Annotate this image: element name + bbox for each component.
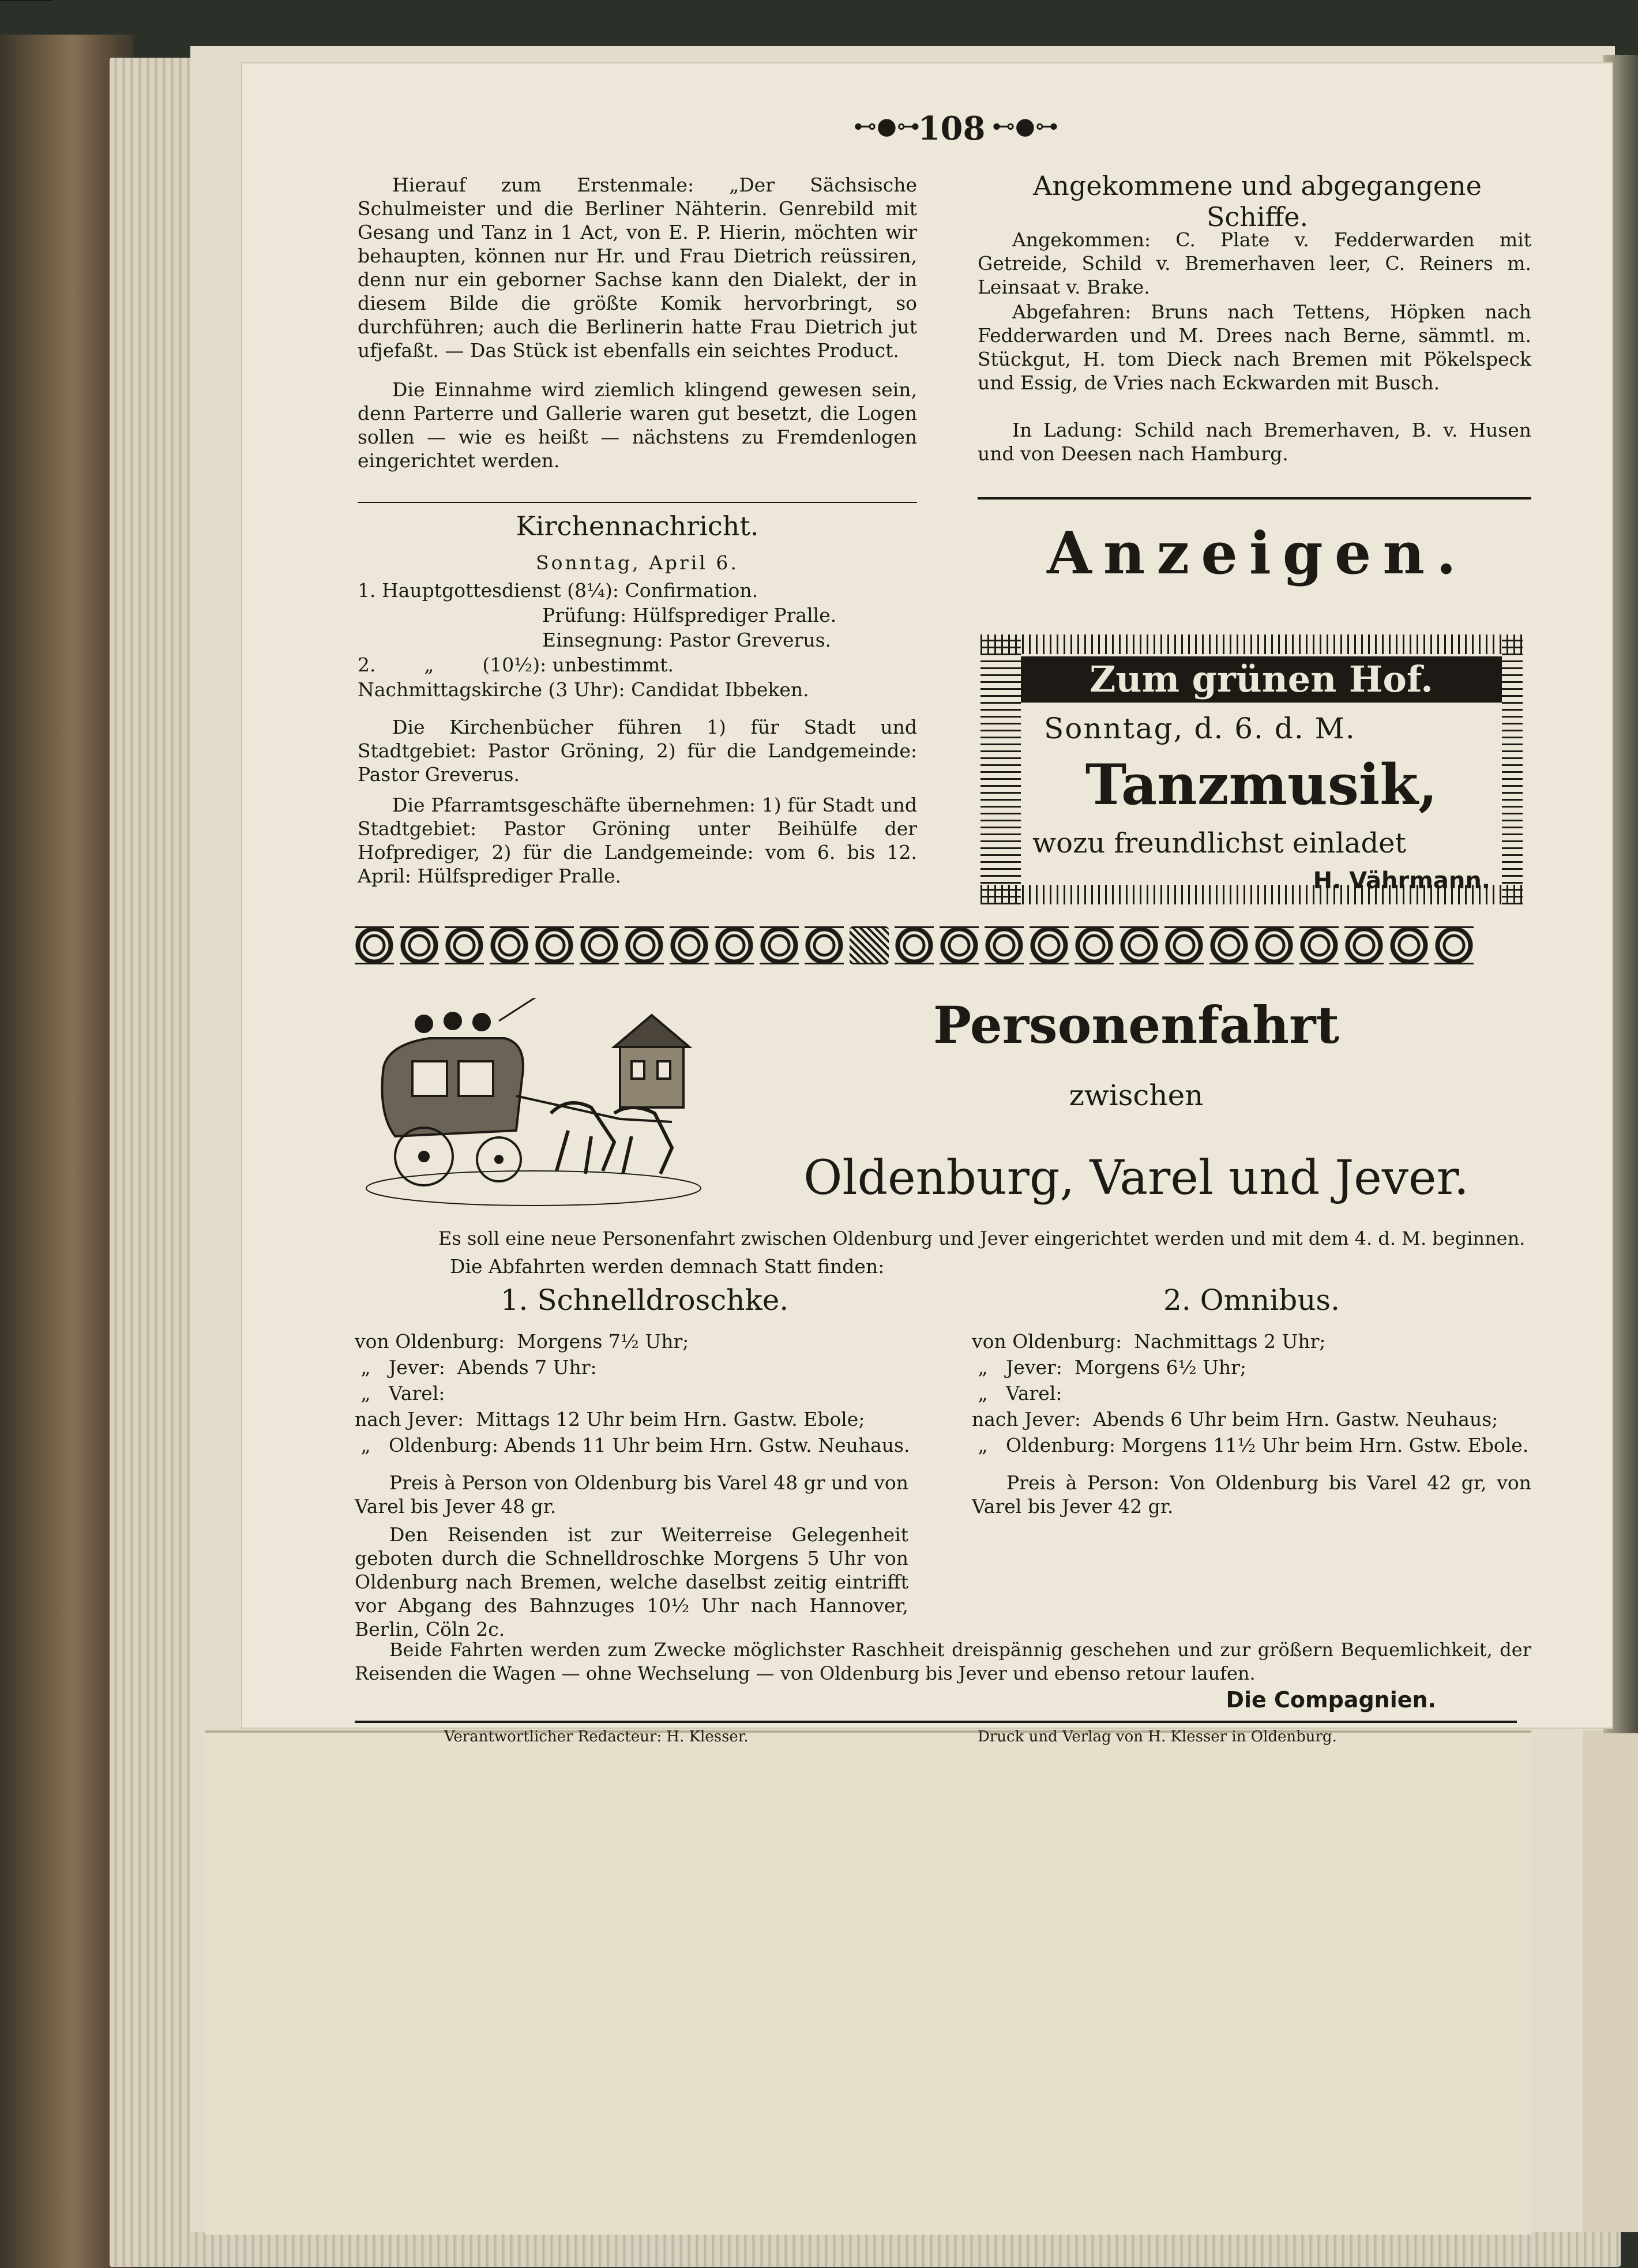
- slip-edge: [1583, 1730, 1638, 2232]
- personenfahrt-signature: Die Compagnien.: [1226, 1687, 1436, 1713]
- page-number-right-ornament: ⊷●⊶: [992, 113, 1058, 140]
- church-line-5: Nachmittagskirche (3 Uhr): Candidat Ibbeken.: [358, 678, 809, 701]
- personenfahrt-intro-2: Die Abfahrten werden demnach Statt finden:: [450, 1255, 885, 1278]
- gruener-hof-ad: [1021, 654, 1502, 894]
- church-line-3: Einsegnung: Pastor Greverus.: [542, 629, 831, 651]
- omnibus-line-2: „ Jever: Morgens 6½ Uhr;: [972, 1356, 1247, 1379]
- footer-editor: Verantwortlicher Redacteur: H. Klesser.: [444, 1728, 749, 1745]
- ad-invite: wozu freundlichst einladet: [1032, 827, 1406, 859]
- page-number-left-ornament: ⊷●⊶: [854, 113, 920, 140]
- theater-paragraph-1: Hierauf zum Erstenmale: „Der Sächsische Schulmeister und die Berliner Nähterin. Genrebild mit Gesang und Tanz in 1 Act, von E. P. Hierin, möchten wir behaupten, können nur Hr. und Frau Dietrich reüssiren, denn nur ein geborner Sachse kann den Dialekt, der in diesem Bilde die größte Komik hervorbringt, so durchführen; auch die Berlinerin hatte Frau Dietrich jut ufjefaßt. — Das Stück ist ebenfalls ein seichtes Product.: [358, 174, 917, 362]
- schnelldroschke-price: Preis à Person von Oldenburg bis Varel 48 gr und von Varel bis Jever 48 gr.: [355, 1471, 908, 1518]
- omnibus-price: Preis à Person: Von Oldenburg bis Varel 42 gr, von Varel bis Jever 42 gr.: [972, 1471, 1531, 1518]
- ships-loading: In Ladung: Schild nach Bremerhaven, B. v. Husen und von Deesen nach Hamburg.: [978, 419, 1531, 465]
- church-line-2: Prüfung: Hülfsprediger Pralle.: [542, 604, 837, 626]
- blank-paper-slip: [205, 1730, 1531, 2235]
- schnelldroschke-note: Den Reisenden ist zur Weiterreise Gelegenheit geboten durch die Schnelldroschke Morgens 5 Uhr von Oldenburg nach Bremen, welche daselbst zeitig eintrifft vor Abgang des Bahnzuges 10½ Uhr nach Hannover, Berlin, Cöln 2c.: [355, 1523, 908, 1640]
- schnelldroschke-line-3: „ Varel:: [355, 1382, 445, 1405]
- personenfahrt-between: zwischen: [1069, 1079, 1204, 1112]
- church-news-date: Sonntag, April 6.: [536, 551, 739, 574]
- ad-venue: Zum grünen Hof.: [1021, 656, 1502, 703]
- stagecoach-illustration: [360, 998, 707, 1211]
- ships-arrived: Angekommen: C. Plate v. Fedderwarden mit Getreide, Schild v. Bremerhaven leer, C. Reiners m. Leinsaat v. Brake.: [978, 228, 1531, 298]
- personenfahrt-title: Personenfahrt: [933, 995, 1340, 1055]
- ad-date: Sonntag, d. 6. d. M.: [1044, 712, 1356, 745]
- ad-host: H. Vährmann.: [1313, 868, 1490, 894]
- ads-title: Anzeigen.: [1047, 519, 1468, 587]
- church-line-1: 1. Hauptgottesdienst (8¼): Confirmation.: [358, 579, 758, 602]
- schnelldroschke-line-2: „ Jever: Abends 7 Uhr:: [355, 1356, 597, 1379]
- personenfahrt-intro-1: Es soll eine neue Personenfahrt zwischen Oldenburg und Jever eingerichtet werden und mit dem 4. d. M. beginnen.: [438, 1227, 1526, 1249]
- schnelldroschke-line-5: „ Oldenburg: Abends 11 Uhr beim Hrn. Gstw. Neuhaus.: [355, 1434, 910, 1456]
- footer-rule: [355, 1721, 1517, 1723]
- column-divider: [358, 502, 917, 503]
- ships-title: Angekommene und abgegangene Schiffe.: [1033, 170, 1482, 232]
- schnelldroschke-line-1: von Oldenburg: Morgens 7½ Uhr;: [355, 1330, 689, 1353]
- footer-printer: Druck und Verlag von H. Klesser in Oldenburg.: [978, 1728, 1337, 1745]
- omnibus-line-1: von Oldenburg: Nachmittags 2 Uhr;: [972, 1330, 1326, 1353]
- church-paragraph-2: Die Pfarramtsgeschäfte übernehmen: 1) für Stadt und Stadtgebiet: Pastor Gröning unter Beihülfe der Hofprediger, 2) für die Landgemeinde: vom 6. bis 12. April: Hülfsprediger Pralle.: [358, 794, 917, 887]
- ads-divider: [978, 497, 1531, 500]
- omnibus-line-3: „ Varel:: [972, 1382, 1062, 1405]
- personenfahrt-route: Oldenburg, Varel und Jever.: [803, 1151, 1469, 1206]
- personenfahrt-closing: Beide Fahrten werden zum Zwecke möglichster Raschheit dreispännig geschehen und zur größern Bequemlichkeit, der Reisenden die Wagen — ohne Wechselung — von Oldenburg bis Jever und ebenso retour laufen.: [355, 1639, 1531, 1684]
- omnibus-line-4: nach Jever: Abends 6 Uhr beim Hrn. Gastw. Neuhaus;: [972, 1408, 1498, 1430]
- theater-paragraph-2: Die Einnahme wird ziemlich klingend gewesen sein, denn Parterre und Gallerie waren gut besetzt, die Logen sollen — wie es heißt — nächstens zu Fremdenlogen eingerichtet werden.: [358, 378, 917, 472]
- omnibus-title: 2. Omnibus.: [1163, 1283, 1340, 1317]
- ornamental-border: [355, 923, 1528, 968]
- ships-departed: Abgefahren: Bruns nach Tettens, Höpken nach Fedderwarden und M. Drees nach Berne, sämmtl. m. Stückgut, H. tom Dieck nach Bremen mit Pökelspeck und Essig, de Vries nach Eckwarden mit Busch.: [978, 301, 1531, 394]
- schnelldroschke-title: 1. Schnelldroschke.: [500, 1283, 789, 1317]
- ads-short-rule: [0, 0, 52, 1]
- church-paragraph-1: Die Kirchenbücher führen 1) für Stadt und Stadtgebiet: Pastor Gröning, 2) für die Landgemeinde: Pastor Greverus.: [358, 716, 917, 786]
- schnelldroschke-line-4: nach Jever: Mittags 12 Uhr beim Hrn. Gastw. Ebole;: [355, 1408, 865, 1430]
- church-line-4: 2. „ (10½): unbestimmt.: [358, 654, 674, 676]
- ad-event: Tanzmusik,: [1085, 752, 1438, 817]
- church-news-title: Kirchennachricht.: [516, 510, 759, 542]
- gruener-hof-ad-frame: [980, 634, 1523, 904]
- page-number: 108: [918, 110, 986, 148]
- omnibus-line-5: „ Oldenburg: Morgens 11½ Uhr beim Hrn. Gstw. Ebole.: [972, 1434, 1529, 1456]
